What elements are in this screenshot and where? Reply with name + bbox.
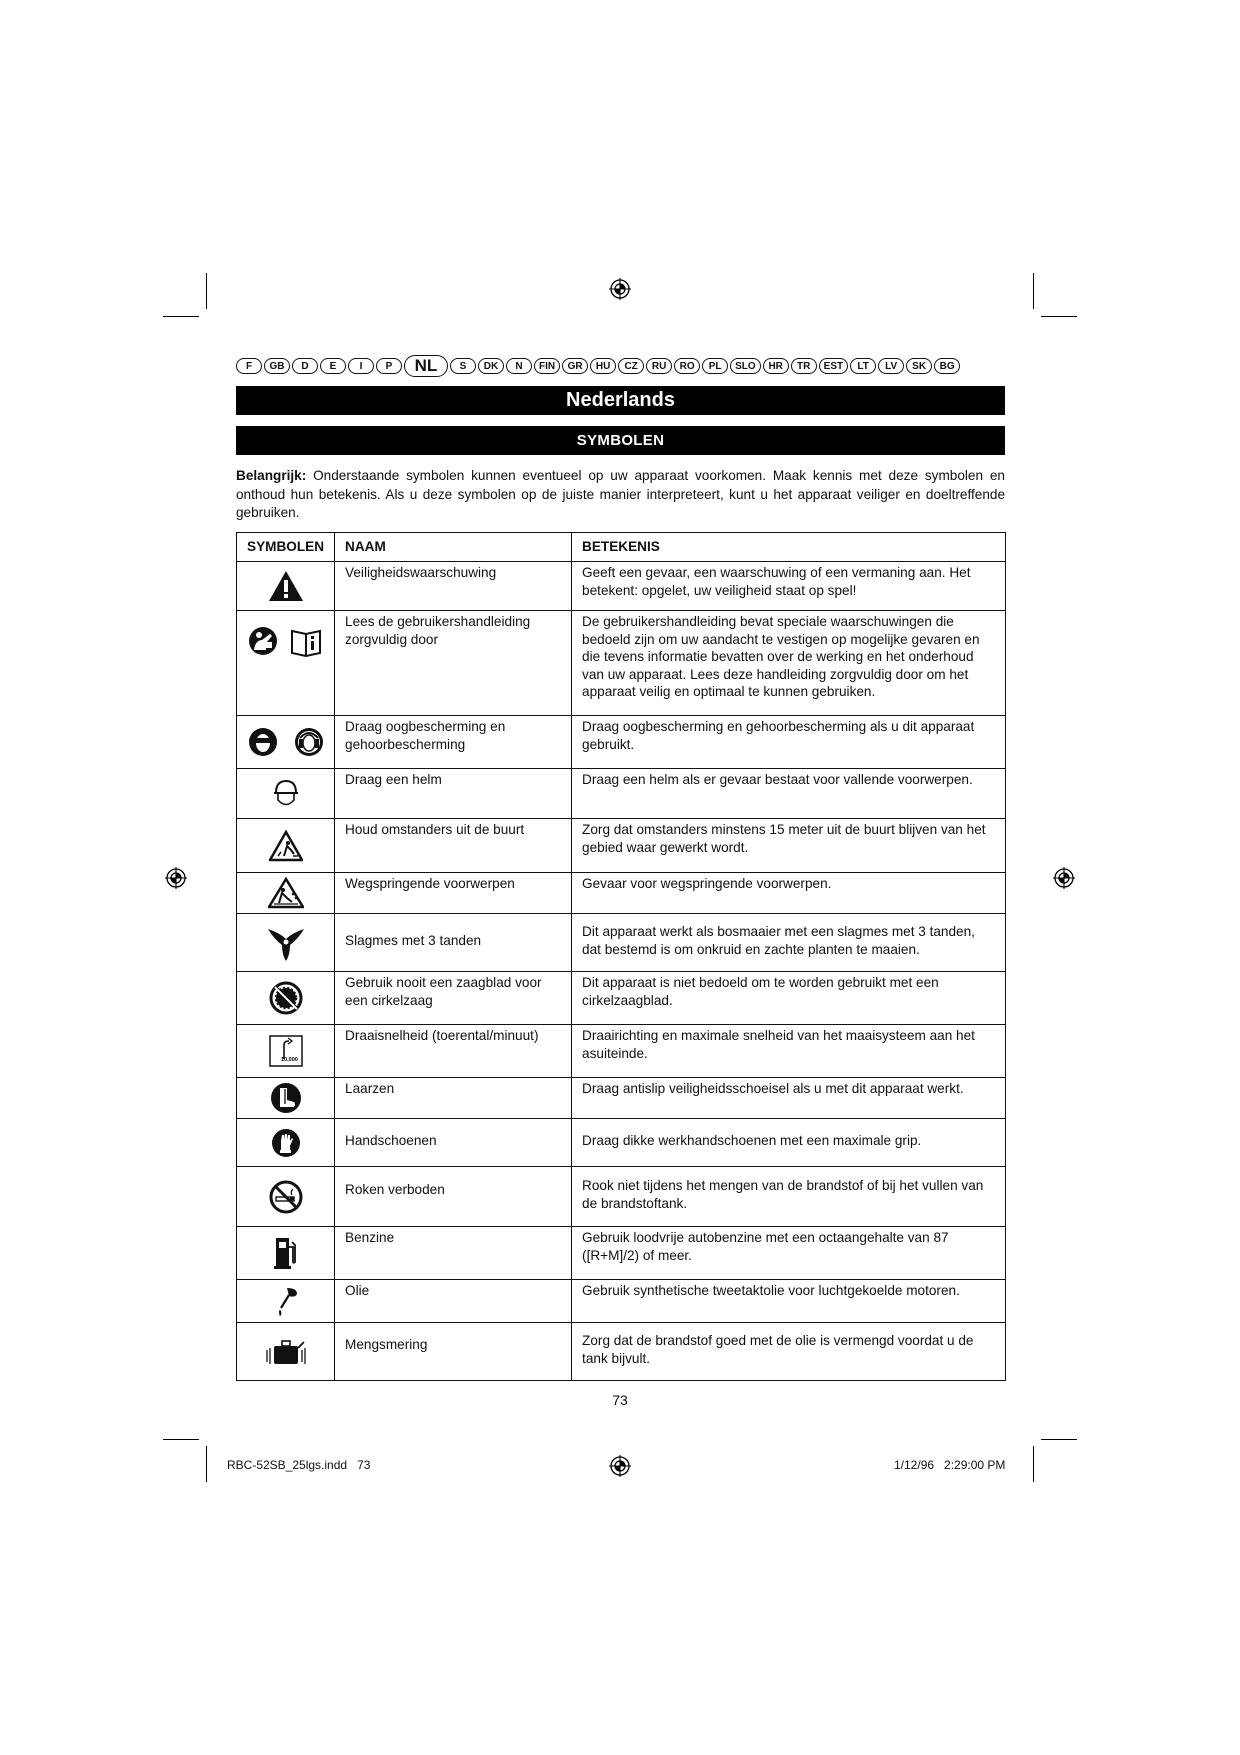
registration-mark-icon: [609, 1455, 631, 1477]
cell-betekenis: Draairichting en maximale snelheid van het maaisysteem aan het asuiteinde.: [572, 1025, 1006, 1078]
table-row: [237, 769, 1006, 819]
cell-betekenis: Geeft een gevaar, een waarschuwing of een vermaning aan. Het betekent: opgelet, uw veiligheid staat op spel!: [572, 562, 1006, 611]
cell-naam: Lees de gebruikershandleiding zorgvuldig door: [335, 611, 572, 716]
rotation-speed-label: 10,000: [280, 1057, 298, 1063]
language-option-hu[interactable]: HU: [590, 358, 616, 374]
crop-mark: [163, 1439, 199, 1440]
language-title: Nederlands: [236, 386, 1005, 415]
language-option-s[interactable]: S: [450, 358, 476, 374]
cell-betekenis: Draag dikke werkhandschoenen met een maximale grip.: [572, 1119, 1006, 1167]
crop-mark: [1033, 273, 1034, 309]
gloves-icon: [271, 1128, 301, 1158]
section-title: SYMBOLEN: [236, 426, 1005, 455]
cell-naam: Laarzen: [335, 1078, 572, 1119]
language-option-bg[interactable]: BG: [934, 358, 960, 374]
intro-bold: Belangrijk:: [236, 468, 307, 483]
cell-betekenis: Gebruik loodvrije autobenzine met een octaangehalte van 87 ([R+M]/2) of meer.: [572, 1227, 1006, 1280]
table-row: [237, 716, 1006, 769]
table-row: [237, 873, 1006, 914]
helmet-icon: [273, 778, 299, 810]
read-manual-icon: [248, 625, 324, 657]
language-option-ro[interactable]: RO: [674, 358, 700, 374]
boots-icon: [270, 1082, 302, 1114]
crop-mark: [206, 1446, 207, 1482]
file-slug: RBC-52SB_25lgs.indd 73: [227, 1458, 371, 1472]
cell-naam: Draag oogbescherming en gehoorbescherming: [335, 716, 572, 769]
no-saw-blade-icon: [269, 981, 303, 1015]
header-betekenis: BETEKENIS: [572, 533, 1006, 562]
eye-ear-protection-icon: [248, 726, 324, 758]
language-option-lv[interactable]: LV: [878, 358, 904, 374]
registration-mark-icon: [609, 278, 631, 300]
bystanders-icon: [269, 830, 303, 862]
cell-betekenis: Zorg dat de brandstof goed met de olie is vermengd voordat u de tank bijvult.: [572, 1323, 1006, 1381]
language-option-i[interactable]: I: [348, 358, 374, 374]
table-row: [237, 914, 1006, 972]
cell-naam: Olie: [335, 1280, 572, 1323]
no-smoking-icon: [269, 1180, 303, 1214]
fuel-pump-icon: [273, 1235, 299, 1271]
language-option-pl[interactable]: PL: [702, 358, 728, 374]
table-row: [237, 1167, 1006, 1227]
table-row: [237, 562, 1006, 611]
cell-naam: Gebruik nooit een zaagblad voor een cirkelzaag: [335, 972, 572, 1025]
table-row: [237, 972, 1006, 1025]
oil-can-icon: [273, 1284, 299, 1318]
symbols-table: [236, 532, 1006, 1381]
registration-mark-icon: [1053, 867, 1075, 889]
language-option-sk[interactable]: SK: [906, 358, 932, 374]
language-option-e[interactable]: E: [320, 358, 346, 374]
table-row: [237, 1119, 1006, 1167]
thrown-objects-icon: [268, 877, 304, 909]
fuel-mix-icon: [264, 1336, 308, 1368]
cell-betekenis: Rook niet tijdens het mengen van de brandstof of bij het vullen van de brandstoftank.: [572, 1167, 1006, 1227]
language-option-f[interactable]: F: [236, 358, 262, 374]
cell-naam: Benzine: [335, 1227, 572, 1280]
cell-naam: Handschoenen: [335, 1119, 572, 1167]
rotation-speed-icon: [269, 1035, 303, 1067]
language-option-lt[interactable]: LT: [850, 358, 876, 374]
language-option-d[interactable]: D: [292, 358, 318, 374]
header-naam: NAAM: [335, 533, 572, 562]
language-option-ru[interactable]: RU: [646, 358, 672, 374]
table-row: [237, 611, 1006, 716]
crop-mark: [1041, 1439, 1077, 1440]
cell-betekenis: De gebruikershandleiding bevat speciale waarschuwingen die bedoeld zijn om uw aandacht te vestigen op mogelijke gevaren en die tevens informatie bevatten over de werking en het onderhoud van uw apparaat. Lees deze handleiding zorgvuldig door om het apparaat veilig en optimaal te kunnen gebruiken.: [572, 611, 1006, 716]
table-row: [237, 1323, 1006, 1381]
three-tooth-blade-icon: [266, 923, 306, 963]
language-option-n[interactable]: N: [506, 358, 532, 374]
language-option-hr[interactable]: HR: [763, 358, 789, 374]
language-option-cz[interactable]: CZ: [618, 358, 644, 374]
crop-mark: [1041, 316, 1077, 317]
language-option-gb[interactable]: GB: [264, 358, 290, 374]
cell-naam: Houd omstanders uit de buurt: [335, 819, 572, 873]
cell-betekenis: Dit apparaat werkt als bosmaaier met een slagmes met 3 tanden, dat bestemd is om onkruid en zachte planten te maaien.: [572, 914, 1006, 972]
table-row: [237, 1078, 1006, 1119]
language-option-gr[interactable]: GR: [562, 358, 588, 374]
table-row: [237, 1025, 1006, 1078]
cell-naam: Slagmes met 3 tanden: [335, 914, 572, 972]
language-option-est[interactable]: EST: [819, 358, 848, 374]
cell-betekenis: Gevaar voor wegspringende voorwerpen.: [572, 873, 1006, 914]
table-row: [237, 1227, 1006, 1280]
page-number: 73: [612, 1392, 628, 1408]
date-slug: 1/12/96 2:29:00 PM: [894, 1458, 1006, 1472]
table-row: [237, 1280, 1006, 1323]
cell-naam: Mengsmering: [335, 1323, 572, 1381]
warning-triangle-icon: [268, 570, 304, 602]
language-option-fin[interactable]: FIN: [534, 358, 560, 374]
language-option-tr[interactable]: TR: [791, 358, 817, 374]
cell-betekenis: Dit apparaat is niet bedoeld om te worden gebruikt met een cirkelzaagblad.: [572, 972, 1006, 1025]
cell-betekenis: Draag een helm als er gevaar bestaat voor vallende voorwerpen.: [572, 769, 1006, 819]
cell-naam: Roken verboden: [335, 1167, 572, 1227]
registration-mark-icon: [165, 867, 187, 889]
cell-naam: Draaisnelheid (toerental/minuut): [335, 1025, 572, 1078]
crop-mark: [1033, 1446, 1034, 1482]
cell-betekenis: Draag oogbescherming en gehoorbescherming als u dit apparaat gebruikt.: [572, 716, 1006, 769]
crop-mark: [206, 273, 207, 309]
language-option-slo[interactable]: SLO: [730, 358, 761, 374]
language-option-p[interactable]: P: [376, 358, 402, 374]
table-header-row: [237, 533, 1006, 562]
table-row: [237, 819, 1006, 873]
crop-mark: [163, 316, 199, 317]
intro-text: Onderstaande symbolen kunnen eventueel op uw apparaat voorkomen. Maak kennis met deze symbolen en onthoud hun betekenis. Als u deze symbolen op de juiste manier interpreteert, kunt u het apparaat veiliger en doeltreffende gebruiken.: [236, 468, 1005, 520]
language-option-nl[interactable]: NL: [404, 355, 448, 377]
cell-naam: Wegspringende voorwerpen: [335, 873, 572, 914]
cell-naam: Draag een helm: [335, 769, 572, 819]
language-option-dk[interactable]: DK: [478, 358, 504, 374]
cell-betekenis: Gebruik synthetische tweetaktolie voor luchtgekoelde motoren.: [572, 1280, 1006, 1323]
cell-naam: Veiligheidswaarschuwing: [335, 562, 572, 611]
cell-betekenis: Zorg dat omstanders minstens 15 meter uit de buurt blijven van het gebied waar gewerkt wordt.: [572, 819, 1006, 873]
cell-betekenis: Draag antislip veiligheidsschoeisel als u met dit apparaat werkt.: [572, 1078, 1006, 1119]
intro-paragraph: [236, 467, 1005, 523]
header-symbolen: SYMBOLEN: [237, 533, 335, 562]
language-selector: [236, 355, 1006, 377]
